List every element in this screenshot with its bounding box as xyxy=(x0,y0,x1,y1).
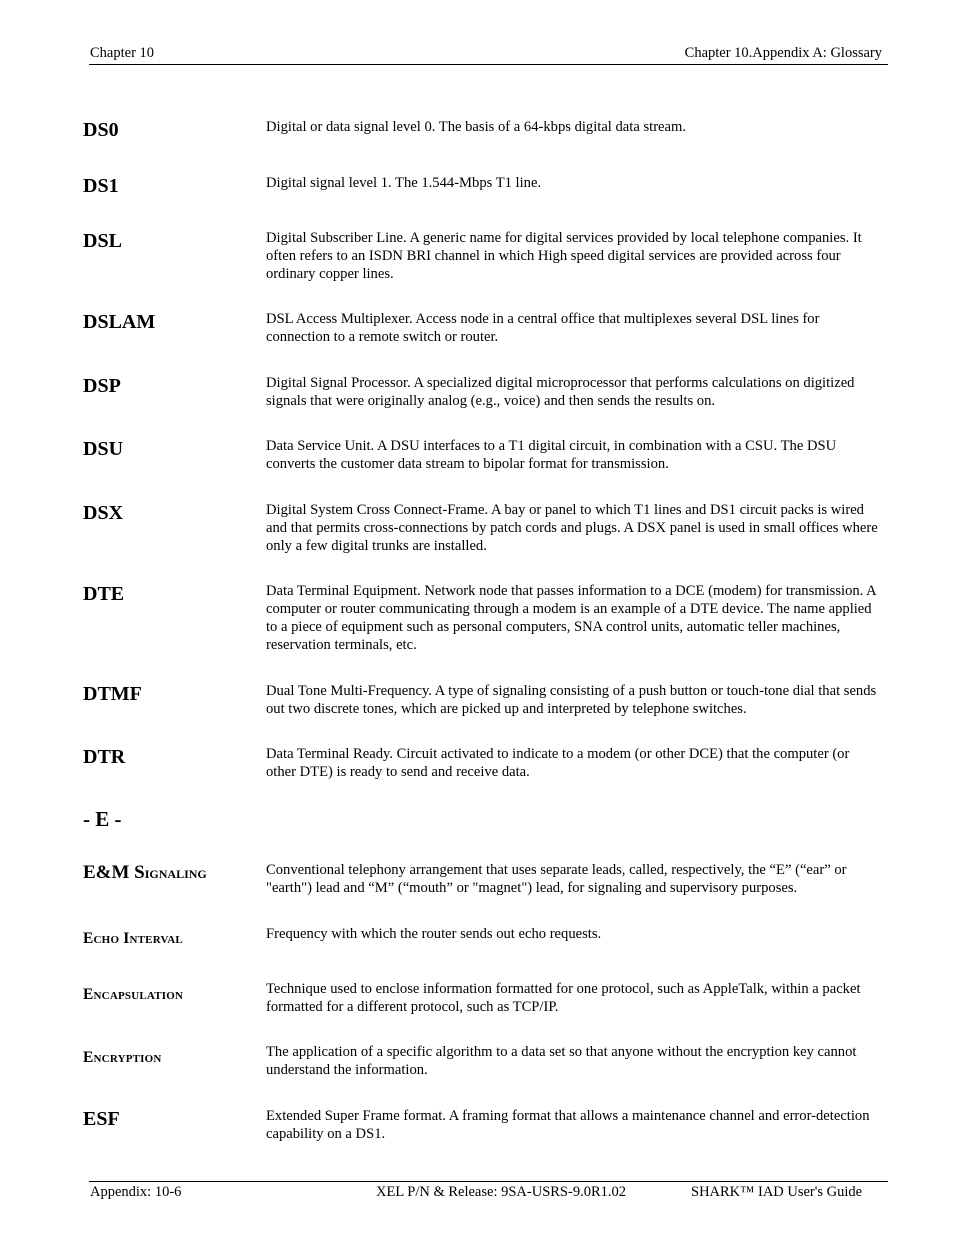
glossary-term: DTE xyxy=(83,583,125,605)
glossary-definition: Frequency with which the router sends out echo requests. xyxy=(266,926,602,942)
glossary-term: Encapsulation xyxy=(83,986,184,1003)
glossary-term-main: E&M S xyxy=(83,862,145,883)
page-footer xyxy=(89,1181,888,1204)
glossary-term: DS1 xyxy=(83,175,119,197)
glossary-definition: Digital or data signal level 0. The basis of a 64-kbps digital data stream. xyxy=(266,119,687,135)
glossary-term: DSP xyxy=(83,375,121,397)
glossary-term: DSLAM xyxy=(83,311,156,333)
footer-guide-title: SHARK™ IAD User's Guide xyxy=(691,1184,863,1200)
glossary-definition: Digital Subscriber Line. A generic name for digital services provided by local telephone companies. It often refers to an ISDN BRI channel in which High speed digital services are provided across four ordinary copper lines. xyxy=(266,230,862,282)
glossary-term: DSL xyxy=(83,230,122,252)
header-chapter: Chapter 10 xyxy=(90,45,155,61)
section-heading-e: - E - xyxy=(83,807,122,831)
glossary-definition: Data Service Unit. A DSU interfaces to a T1 digital circuit, in combination with a CSU. The DSU converts the customer data stream to bipolar format for transmission. xyxy=(266,438,837,472)
glossary-term: ESF xyxy=(83,1108,120,1130)
glossary-term: Echo Interval xyxy=(83,930,183,947)
glossary-definition: Dual Tone Multi-Frequency. A type of signaling consisting of a push button or touch-tone dial that sends out two discrete tones, which are picked up and interpreted by telephone switches. xyxy=(266,683,877,717)
glossary-definition: DSL Access Multiplexer. Access node in a central office that multiplexes several DSL lines for connection to a remote switch or router. xyxy=(266,311,820,345)
glossary-term: DTMF xyxy=(83,683,142,705)
page-header xyxy=(89,45,888,65)
glossary-term: Encryption xyxy=(83,1049,162,1066)
glossary-term: DSU xyxy=(83,438,124,460)
glossary-definition: Extended Super Frame format. A framing format that allows a maintenance channel and error-detection capability on a DS1. xyxy=(266,1108,870,1142)
glossary-term xyxy=(83,861,263,885)
glossary-definition: The application of a specific algorithm to a data set so that anyone without the encryption key cannot understand the information. xyxy=(266,1044,857,1078)
glossary-term: DS0 xyxy=(83,119,119,141)
glossary-definition: Data Terminal Ready. Circuit activated to indicate to a modem (or other DCE) that the computer (or other DTE) is ready to send and receive data. xyxy=(266,746,850,780)
footer-release: XEL P/N & Release: 9SA-USRS-9.0R1.02 xyxy=(376,1184,626,1200)
footer-page-number: Appendix: 10-6 xyxy=(90,1184,182,1200)
glossary-definition: Digital signal level 1. The 1.544-Mbps T1 line. xyxy=(266,175,542,191)
glossary-term-smallcaps: ignaling xyxy=(144,863,207,882)
glossary-term: DSX xyxy=(83,502,124,524)
glossary-definition: Data Terminal Equipment. Network node that passes information to a DCE (modem) for transmission. A computer or router communicating through a modem is an example of a DTE device. The name applied to a piece of equipment such as personal computers, SNA control units, automatic teller machines, reservation terminals, etc. xyxy=(266,583,876,653)
glossary-term: DTR xyxy=(83,746,126,768)
header-section-title: Chapter 10.Appendix A: Glossary xyxy=(684,45,882,61)
glossary-definition: Conventional telephony arrangement that uses separate leads, called, respectively, the “E” (“ear” or "earth") lead and “M” (“mouth” or "magnet") lead, for signaling and supervisory purposes. xyxy=(266,862,847,896)
glossary-definition: Digital Signal Processor. A specialized digital microprocessor that performs calculations on digitized signals that were originally analog (e.g., voice) and then sends the results on. xyxy=(266,375,855,409)
glossary-definition: Technique used to enclose information formatted for one protocol, such as AppleTalk, within a packet formatted for a different protocol, such as TCP/IP. xyxy=(266,981,861,1015)
glossary-definition: Digital System Cross Connect-Frame. A bay or panel to which T1 lines and DS1 circuit packs is wired and that permits cross-connections by patch cords and plugs. A DSX panel is used in small offices where only a few digital trunks are installed. xyxy=(266,502,878,554)
